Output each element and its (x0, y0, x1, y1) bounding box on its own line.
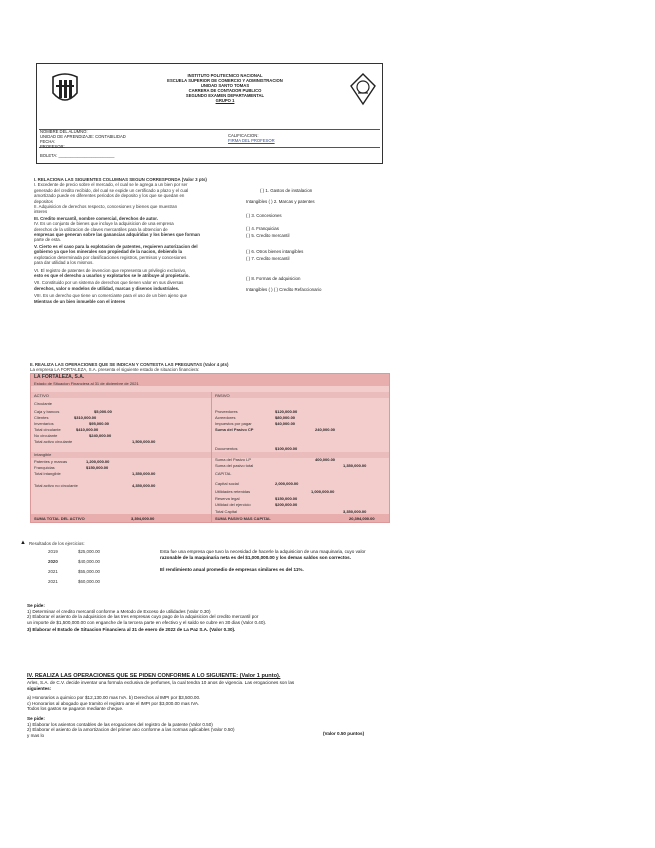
amount: $25,000.00 (78, 549, 100, 554)
liability-value: $120,000.00 (275, 409, 298, 414)
question-line: explotacion determinada por clasificaciones registros, permisos y concesiones (34, 254, 187, 260)
option[interactable]: ( ) 8. Formas de adquisicion (246, 276, 301, 281)
option[interactable]: ( ) 3. Concesiones (246, 213, 282, 218)
asset-label: Total circulante (34, 427, 61, 432)
question-line: derechos, valor o modelos de utilidad, marcas y disenos industriales. (34, 285, 180, 291)
liability-label: CAPITAL (215, 471, 232, 476)
results-intro: Resultados de los ejercicios: (29, 541, 85, 546)
liability-label: Suma del Pasivo CP (215, 427, 254, 432)
asset-label: No circulante (34, 433, 58, 438)
student-info (40, 129, 126, 149)
liability-value: $40,000.00 (275, 421, 296, 426)
question-line: VI. El registro de patentes de invencion que representa un privilegio exclusivo, (34, 267, 187, 273)
section4-title: IV. REALIZA LAS OPERACIONES QUE SE PIDEN CONFORME A LO SIGUIENTE: (Valor 1 punto). (27, 673, 281, 679)
option[interactable]: ( ) 5. Credito mercantil (246, 233, 290, 238)
liability-label: Suma del Pasivo LP (215, 457, 252, 462)
year: 2021 (48, 569, 58, 574)
liability-value: 1,350,000.00 (343, 463, 367, 468)
section4-end: y mas lo (27, 732, 45, 738)
liability-value: $150,000.00 (275, 496, 298, 501)
info-line: UNIDAD DE APRENDIZAJE: CONTABILIDAD (40, 134, 126, 139)
section4-line: a) Honorarios a quimico por $12,130.00 mas IVA. b) Derechos al IMPI por $3,500.00. (27, 695, 201, 701)
section4-line: Arles, S.A. de C.V. decide inventar una formula exclusiva de perfumes, la cual tendra 10 anos de vigencia. Las erogaciones son las (27, 680, 295, 685)
sheet-subtitle: Estado de Situacion Financiera al 31 de diciembre de 2021 (34, 381, 139, 386)
question-line: depositos (34, 198, 53, 204)
asset-label: Circulante (34, 401, 53, 406)
question-line: amortizado puede en diferentes periodos de deposito y los que se quedan en (34, 193, 185, 199)
question-line: interes (34, 209, 48, 215)
assets-column (34, 393, 204, 513)
option[interactable]: ( ) 6. Otros bienes intangibles (246, 249, 304, 254)
liability-label: Impuestos por pagar (215, 421, 252, 426)
subject: SEGUNDO EXAMEN DEPARTAMENTAL (185, 93, 265, 98)
amount: $40,000.00 (78, 559, 100, 564)
asks-title: Se pide: (27, 603, 45, 608)
section1 (34, 177, 242, 304)
question-line: generado del credito recibido, del cual se expide un certificado a plazo y el cual (34, 187, 189, 193)
question-line: gobierno ya que los minerales son propiedad de la nacion, debiendo la (34, 249, 183, 255)
question-line: para dar utilidad a los mismos. (34, 260, 94, 266)
asset-value: 1,500,000.00 (132, 439, 156, 444)
info-line: FECHA: (40, 139, 56, 144)
question-line: Mientras de un bien inmueble con el interes (34, 298, 126, 304)
liability-label: Capital social (215, 481, 239, 486)
liability-value: $200,000.00 (275, 502, 298, 507)
question-line: derechos de la utilizacion de claves mercantiles para la obtencion de (34, 226, 168, 232)
section4-line: c) Honorarios al abogado que tramito el registro ante el IMPI por $3,000.00 mas IVA. (27, 700, 200, 706)
boleta-line: BOLETA: ________________________ (40, 153, 115, 158)
liability-label: Documentos (215, 446, 238, 451)
group-tag: GRUPO 1 (215, 98, 235, 103)
asset-value: $410,000.00 (76, 427, 99, 432)
career: CARRERA DE CONTADOR PUBLICO (188, 88, 262, 93)
liability-value: 400,000.00 (315, 457, 336, 462)
asset-value: 1,200,000.00 (86, 459, 110, 464)
section1-title: I. RELACIONA LAS SIGUIENTES COLUMNAS SEGUN CORRESPONDA (Valor 3 pts) (34, 177, 207, 182)
header-title-block (130, 73, 320, 103)
info-line: FIRMA DEL PROFESOR (228, 138, 275, 143)
question-line: empresas que generan sobre las ganancias adquiridas y los bienes que forman (34, 232, 200, 238)
option[interactable]: ( ) 4. Franquicias (246, 226, 279, 231)
results-note (160, 549, 385, 573)
balance-sheet (30, 373, 390, 523)
liability-value: 3,350,000.00 (343, 509, 367, 514)
info-line: PROFESOR: (40, 144, 65, 149)
asset-label: Caja y bancos (34, 409, 60, 414)
note-line: El rendimiento anual promedio de empresas similares es del 11%. (160, 567, 304, 573)
bullet-icon: ▲ (20, 540, 26, 546)
total-assets-value: 3,394,000.00 (131, 516, 155, 521)
asset-value: $240,000.00 (89, 433, 112, 438)
sheet-divider (211, 392, 212, 522)
option[interactable]: ( ) 1. Gastos de instalacion (260, 188, 313, 193)
liabilities-column (215, 393, 387, 513)
liability-label: Utilidades retenidas (215, 489, 251, 494)
note-line: Esta fue una empresa que tuvo la necesidad de hacerle la adquisicion de una maquinaria, cuyo valor (160, 549, 366, 554)
section4-line: siguientes: (27, 685, 52, 691)
question-line: IV. Es un conjunto de bienes que incluye la adquisicion de una empresa (34, 221, 174, 227)
asset-label: Total intangible (34, 471, 61, 476)
asset-label: Intangible (34, 452, 52, 457)
amount: $60,000.00 (78, 579, 100, 584)
asset-value: $5,000.00 (94, 409, 112, 414)
question-line: II. Adquisicion de derechos respecto, concesiones y bienes que muestran (34, 204, 178, 210)
asset-label: Total activo no circulante (34, 483, 78, 488)
option[interactable]: Intangibles ( ) 2. Marcas y patentes (246, 199, 315, 204)
question-line: I. Excedente de precio sobre el mercado, el cual se le agrega a un bien por ser (34, 182, 188, 188)
section4-ask: 2) Elaborar el asiento de la amortizacion del primer ano conforme a las normas aplicables (Valor 0.50) (27, 727, 235, 733)
ask-line: 1) Determinar el credito mercantil conforme a Metodo de Exceso de utilidades (Valor 0.30) (27, 608, 211, 614)
asset-label: Patentes y marcas (34, 459, 68, 464)
liability-value: 1,000,000.00 (311, 489, 335, 494)
section4 (27, 673, 427, 738)
liability-label: Suma del pasivo total (215, 463, 254, 468)
asset-label: Franquicias (34, 465, 55, 470)
unit: UNIDAD SANTO TOMAS (200, 83, 250, 88)
question-line: esto es que el derecho a usarlos y explotarlos se le atribuye al propietario. (34, 272, 190, 278)
option[interactable]: Intangibles ( ) ( ) Credito Refaccionario (246, 287, 322, 292)
year: 2020 (48, 559, 58, 564)
ask-line: un importe de $1,500,000.00 con enganche de la tercera parte en efectivo y el saldo se cubre en 30 dias (Valor 0.40). (27, 619, 267, 625)
section2-title: II. REALIZA LAS OPERACIONES QUE SE INDICAN Y CONTESTA LAS PREGUNTAS (Valor 4 pts) (30, 362, 229, 367)
liability-label: PASIVO (215, 393, 230, 398)
amount: $55,000.00 (78, 569, 100, 574)
asset-value: $150,000.00 (86, 465, 109, 470)
total-liab-value: 20,394,000.00 (349, 516, 375, 521)
asset-label: ACTIVO (34, 393, 49, 398)
section4-asks-title: Se pide: (27, 715, 45, 721)
total-liab-label: SUMA PASIVO MAS CAPITAL (215, 516, 271, 521)
liability-label: Acreedores (215, 415, 236, 420)
info-line: NOMBRE DEL ALUMNO: (40, 129, 88, 134)
liability-value: 240,000.00 (315, 427, 336, 432)
question-line: III. Credito mercantil, nombre comercial, derechos de autor. (34, 215, 158, 221)
section4-line: Todos los gastos se pagaron mediante cheque. (27, 706, 124, 712)
year: 2021 (48, 579, 58, 584)
asset-value: $310,000.00 (74, 415, 97, 420)
asset-value: $95,000.00 (89, 421, 110, 426)
asset-label: Total activo circulante (34, 439, 73, 444)
total-assets-label: SUMA TOTAL DEL ACTIVO (34, 516, 85, 521)
liability-value: $80,000.00 (275, 415, 296, 420)
liability-value: $100,000.00 (275, 446, 298, 451)
liability-label: Total Capital (215, 509, 238, 514)
question-line: VIII. Es un derecho que tiene un comerciante para el uso de un bien ajeno que (34, 293, 188, 299)
liability-label: Proveedores (215, 409, 238, 414)
info-line: CALIFICACION: (228, 133, 259, 138)
grade-info (228, 133, 275, 143)
question-line: V. Cierto es el caso para la explotacion de patentes, requieren autorizacion del (34, 243, 198, 249)
ask-line: 2) Elaborar el asiento de la adquisicion de las tres empresas cuyo pago de la adquisicion del credito mercantil por (27, 614, 259, 620)
year: 2019 (48, 549, 58, 554)
ask-line: 3) Elaborar el Estado de Situacion Financiera al 31 de enero de 2022 de La Paz S.A. (Valor 0.30). (27, 627, 236, 633)
question-line: parte de esta. (34, 237, 61, 243)
liability-value: 2,000,000.00 (275, 481, 299, 486)
section3-asks (27, 603, 407, 633)
asset-value: 1,350,000.00 (132, 471, 156, 476)
question-line: VII. Constituido por un sistema de derechos que tienen valor en sus diversas (34, 280, 184, 286)
sheet-title: LA FORTALEZA, S.A. (34, 374, 85, 380)
note-line: razonable de la maquinaria neta es del $1,000,000.00 y los demas saldos son correctos. (160, 554, 351, 560)
option[interactable]: ( ) 7. Credito mercantil (246, 256, 290, 261)
institution: INSTITUTO POLITECNICO NACIONAL (187, 73, 263, 78)
section4-ask: 1) Elaborar los asientos contables de las erogaciones del registro de la patente (Valor 0.50) (27, 721, 213, 727)
asset-label: Clientes (34, 415, 49, 420)
esca-logo (349, 72, 377, 106)
asset-label: Inventarios (34, 421, 54, 426)
asset-value: 4,350,000.00 (132, 483, 156, 488)
ipn-logo (50, 73, 80, 106)
section4-value-note: (Valor 0.50 puntos) (323, 731, 365, 736)
section2-subtitle: La empresa LA FORTALEZA, S.A. presenta el siguiente estado de situacion financiera: (30, 367, 200, 372)
liability-label: Reserva legal (215, 496, 240, 501)
school: ESCUELA SUPERIOR DE COMERCIO Y ADMINISTRACION (167, 78, 283, 83)
liability-label: Utilidad del ejercicio (215, 502, 251, 507)
